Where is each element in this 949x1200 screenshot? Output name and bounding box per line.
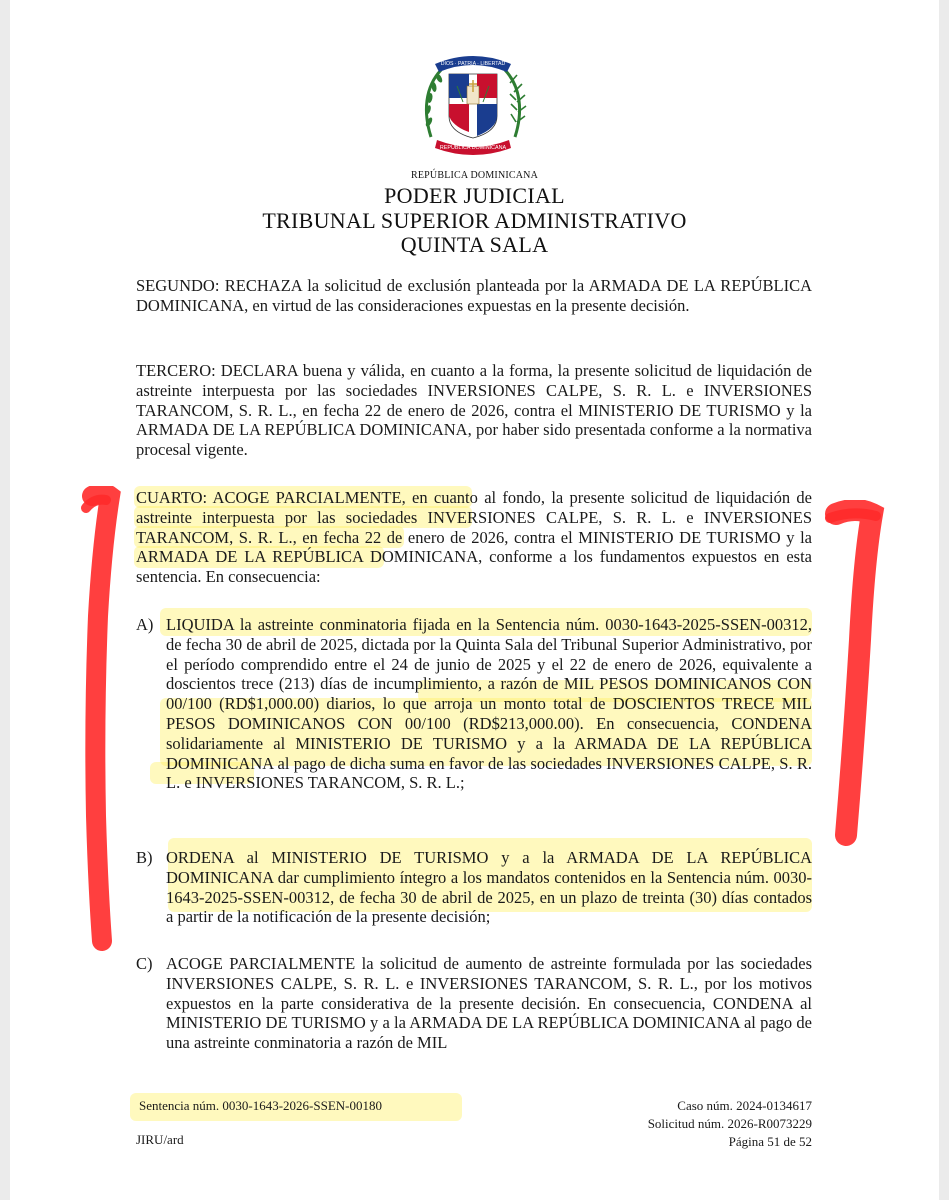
red-marker-left — [72, 486, 122, 960]
footer-sentencia-number: Sentencia núm. 0030-1643-2026-SSEN-00180 — [139, 1098, 383, 1113]
list-item-label: A) — [136, 615, 154, 634]
paragraph-segundo: SEGUNDO: RECHAZA la solicitud de exclusión planteada por la ARMADA DE LA REPÚBLICA DOMINICANA, en virtud de las consideraciones expuestas en la presente decisión. — [136, 276, 812, 315]
list-item-label: B) — [136, 848, 153, 867]
header-sala: QUINTA SALA — [400, 232, 549, 257]
list-item-text: ORDENA al MINISTERIO DE TURISMO y a la ARMADA DE LA REPÚBLICA DOMINICANA dar cumplimiento íntegro a los mandatos contenidos en la Sentencia núm. 0030-1643-2025-SSEN-00312, de fecha 30 de abril de 2025, en un plazo de treinta (30) días contados a partir de la notificación de la presente decisión; — [166, 848, 812, 927]
header-country: REPÚBLICA DOMINICANA — [410, 170, 539, 181]
list-item-b — [136, 848, 812, 927]
footer-caso: Caso núm. 2024-0134617 — [677, 1098, 812, 1113]
paragraph-cuarto: CUARTO: ACOGE PARCIALMENTE, en cuanto al fondo, la presente solicitud de liquidación de astreinte interpuesta por las sociedades INVERSIONES CALPE, S. R. L. e INVERSIONES TARANCOM, S. R. L., en fecha 22 de enero de 2026, contra el MINISTERIO DE TURISMO y la ARMADA DE LA REPÚBLICA DOMINICANA, conforme a los fundamentos expuestos en esta sentencia. En consecuencia: — [136, 488, 812, 587]
footer-pagina: Página 51 de 52 — [728, 1134, 812, 1149]
footer-initials: JIRU/ard — [136, 1132, 184, 1147]
list-item-c — [136, 954, 812, 1053]
list-item-a — [136, 615, 812, 793]
svg-text:DIOS · PATRIA · LIBERTAD: DIOS · PATRIA · LIBERTAD — [440, 61, 506, 67]
header-tribunal: TRIBUNAL SUPERIOR ADMINISTRATIVO — [262, 208, 687, 233]
paragraph-tercero: TERCERO: DECLARA buena y válida, en cuanto a la forma, la presente solicitud de liquidación de astreinte interpuesta por las sociedades INVERSIONES CALPE, S. R. L. e INVERSIONES TARANCOM, S. R. L., en fecha 22 de enero de 2026, contra el MINISTERIO DE TURISMO y la ARMADA DE LA REPÚBLICA DOMINICANA, por haber sido presentada conforme a la normativa procesal vigente. — [136, 361, 812, 460]
footer-solicitud: Solicitud núm. 2026-R0073229 — [647, 1116, 812, 1131]
header-poder-judicial: PODER JUDICIAL — [384, 183, 565, 208]
coat-of-arms-seal — [419, 42, 527, 158]
list-item-text: ACOGE PARCIALMENTE la solicitud de aumento de astreinte formulada por las sociedades INVERSIONES CALPE, S. R. L. e INVERSIONES TARANCOM, S. R. L., por los motivos expuestos en la parte considerativa de la presente decisión. En consecuencia, CONDENA al MINISTERIO DE TURISMO y a la ARMADA DE LA REPÚBLICA DOMINICANA al pago de una astreinte conminatoria a razón de MIL — [166, 954, 812, 1053]
list-item-label: C) — [136, 954, 153, 973]
red-marker-right — [816, 500, 886, 850]
svg-text:REPÚBLICA DOMINICANA: REPÚBLICA DOMINICANA — [439, 145, 507, 151]
footer-case-info — [648, 1097, 812, 1151]
list-item-text: LIQUIDA la astreinte conminatoria fijada en la Sentencia núm. 0030-1643-2025-SSEN-00312, de fecha 30 de abril de 2025, dictada por la Quinta Sala del Tribunal Superior Administrativo, por el período comprendido entre el 24 de junio de 2025 y el 22 de enero de 2026, equivalente a doscientos trece (213) días de incumplimiento, a razón de MIL PESOS DOMINICANOS CON 00/100 (RD$1,000.00) diarios, lo que arroja un monto total de DOSCIENTOS TRECE MIL PESOS DOMINICANOS CON 00/100 (RD$213,000.00). En consecuencia, CONDENA solidariamente al MINISTERIO DE TURISMO y a la ARMADA DE LA REPÚBLICA DOMINICANA al pago de dicha suma en favor de las sociedades INVERSIONES CALPE, S. R. L. e INVERSIONES TARANCOM, S. R. L.; — [166, 615, 812, 793]
